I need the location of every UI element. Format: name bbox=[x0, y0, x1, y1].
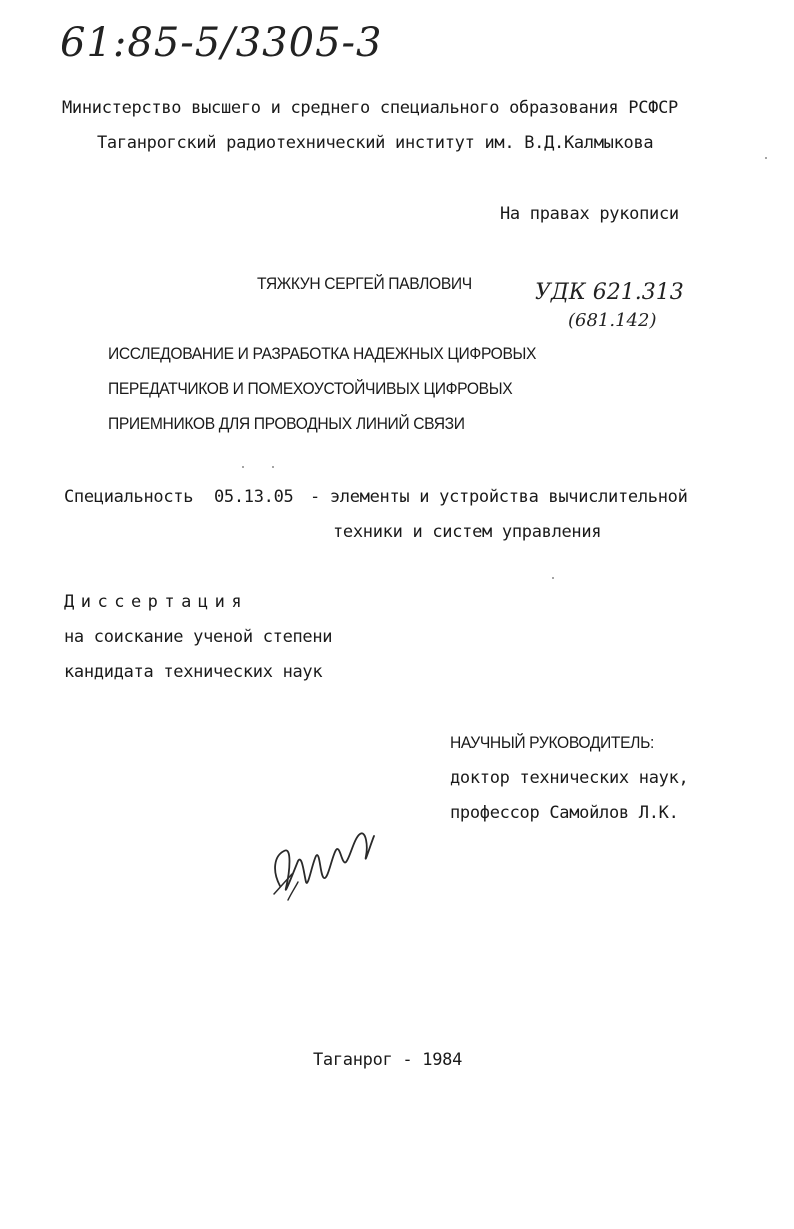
dissertation-degree-line-1: на соискание ученой степени bbox=[64, 627, 333, 647]
paper-speck bbox=[552, 577, 554, 579]
paper-speck bbox=[765, 157, 767, 159]
udc-code-sub: (681.142) bbox=[568, 310, 657, 331]
advisor-heading: НАУЧНЫЙ РУКОВОДИТЕЛЬ: bbox=[450, 733, 654, 752]
title-line-1: ИССЛЕДОВАНИЕ И РАЗРАБОТКА НАДЕЖНЫХ ЦИФРОВЫХ bbox=[108, 344, 537, 363]
archive-code: 61:85-5/3305-3 bbox=[60, 20, 383, 66]
specialty-code: 05.13.05 bbox=[214, 487, 294, 507]
ministry-line: Министерство высшего и среднего специального образования РСФСР bbox=[62, 98, 678, 118]
advisor-degree: доктор технических наук, bbox=[450, 768, 689, 788]
signature-image bbox=[262, 816, 392, 906]
city-year: Таганрог - 1984 bbox=[313, 1050, 463, 1070]
advisor-name: профессор Самойлов Л.К. bbox=[450, 803, 679, 823]
paper-speck bbox=[242, 466, 244, 468]
title-line-2: ПЕРЕДАТЧИКОВ И ПОМЕХОУСТОЙЧИВЫХ ЦИФРОВЫХ bbox=[108, 379, 513, 398]
dissertation-heading: Диссертация bbox=[64, 592, 249, 612]
institute-line: Таганрогский радиотехнический институт им. В.Д.Калмыкова bbox=[97, 133, 654, 153]
title-line-3: ПРИЕМНИКОВ ДЛЯ ПРОВОДНЫХ ЛИНИЙ СВЯЗИ bbox=[108, 414, 465, 433]
specialty-description-2: техники и систем управления bbox=[333, 522, 602, 542]
udc-code: УДК 621.313 bbox=[535, 280, 684, 305]
manuscript-rights: На правах рукописи bbox=[500, 204, 679, 224]
author-name: ТЯЖКУН СЕРГЕЙ ПАВЛОВИЧ bbox=[257, 274, 472, 293]
paper-speck bbox=[272, 466, 274, 468]
specialty-description-1: - элементы и устройства вычислительной bbox=[310, 487, 688, 507]
dissertation-degree-line-2: кандидата технических наук bbox=[64, 662, 323, 682]
specialty-label: Специальность bbox=[64, 487, 194, 507]
